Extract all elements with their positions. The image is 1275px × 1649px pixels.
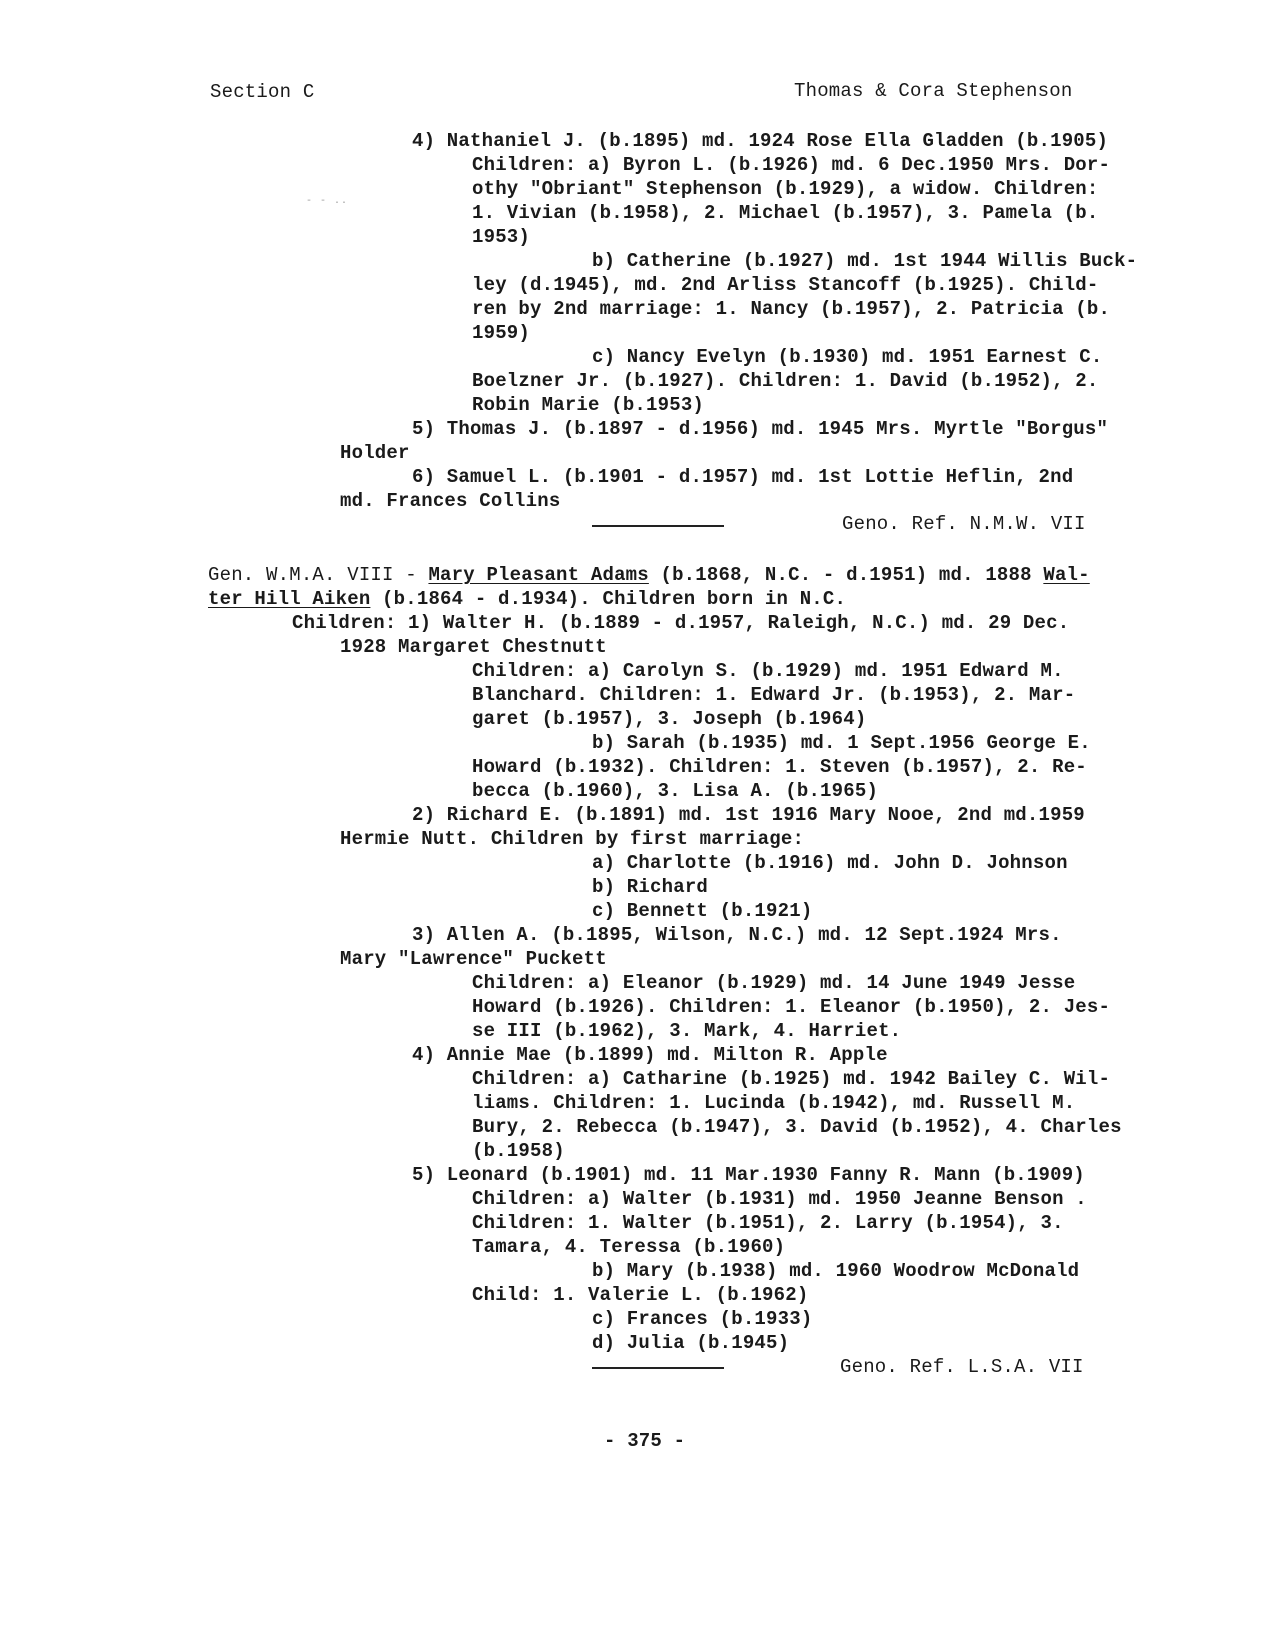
entry-line: b) Richard bbox=[592, 876, 709, 898]
entry-line: Children: a) Byron L. (b.1926) md. 6 Dec.1950 Mrs. Dor- bbox=[472, 154, 1111, 176]
entry-line: Holder bbox=[340, 442, 410, 464]
entry-line: Children: a) Catharine (b.1925) md. 1942 Bailey C. Wil- bbox=[472, 1068, 1111, 1090]
entry-line: becca (b.1960), 3. Lisa A. (b.1965) bbox=[472, 780, 879, 802]
generation-label: Gen. W.M.A. VIII - bbox=[208, 564, 429, 586]
entry-line: Bury, 2. Rebecca (b.1947), 3. David (b.1952), 4. Charles bbox=[472, 1116, 1122, 1138]
spouse-name-part2: ter Hill Aiken bbox=[208, 588, 371, 610]
entry-line: 1953) bbox=[472, 226, 531, 248]
entry-line: 5) Leonard (b.1901) md. 11 Mar.1930 Fanny R. Mann (b.1909) bbox=[412, 1164, 1085, 1186]
entry-line: 1959) bbox=[472, 322, 531, 344]
ancestor-name: Mary Pleasant Adams bbox=[428, 564, 649, 586]
entry-line: othy "Obriant" Stephenson (b.1929), a widow. Children: bbox=[472, 178, 1099, 200]
entry-line: c) Frances (b.1933) bbox=[592, 1308, 813, 1330]
entry-line: ley (d.1945), md. 2nd Arliss Stancoff (b.1925). Child- bbox=[472, 274, 1099, 296]
entry-line: Howard (b.1926). Children: 1. Eleanor (b.1950), 2. Jes- bbox=[472, 996, 1111, 1018]
entry-line: Children: a) Walter (b.1931) md. 1950 Jeanne Benson . bbox=[472, 1188, 1087, 1210]
entry-line: Mary "Lawrence" Puckett bbox=[340, 948, 607, 970]
entry-line: b) Sarah (b.1935) md. 1 Sept.1956 George E. bbox=[592, 732, 1091, 754]
entry-line: 4) Nathaniel J. (b.1895) md. 1924 Rose Ella Gladden (b.1905) bbox=[412, 130, 1109, 152]
spouse-name-part1: Wal- bbox=[1043, 564, 1090, 586]
section-label: Section C bbox=[210, 81, 315, 103]
entry-line: 2) Richard E. (b.1891) md. 1st 1916 Mary Nooe, 2nd md.1959 bbox=[412, 804, 1085, 826]
entry-line: liams. Children: 1. Lucinda (b.1942), md. Russell M. bbox=[472, 1092, 1076, 1114]
entry-line: Children: a) Carolyn S. (b.1929) md. 1951 Edward M. bbox=[472, 660, 1064, 682]
entry-line: 5) Thomas J. (b.1897 - d.1956) md. 1945 Mrs. Myrtle "Borgus" bbox=[412, 418, 1109, 440]
entry-line: ren by 2nd marriage: 1. Nancy (b.1957), 2. Patricia (b. bbox=[472, 298, 1111, 320]
separator-rule bbox=[592, 1367, 724, 1369]
family-header: Thomas & Cora Stephenson bbox=[794, 80, 1073, 102]
entry-line: se III (b.1962), 3. Mark, 4. Harriet. bbox=[472, 1020, 902, 1042]
entry-line: c) Bennett (b.1921) bbox=[592, 900, 813, 922]
entry-line: Child: 1. Valerie L. (b.1962) bbox=[472, 1284, 809, 1306]
entry-line: Children: a) Eleanor (b.1929) md. 14 June 1949 Jesse bbox=[472, 972, 1076, 994]
entry-line: garet (b.1957), 3. Joseph (b.1964) bbox=[472, 708, 867, 730]
entry-line: d) Julia (b.1945) bbox=[592, 1332, 790, 1354]
entry-line: (b.1958) bbox=[472, 1140, 565, 1162]
ancestor-dates: (b.1868, N.C. - d.1951) md. 1888 bbox=[648, 564, 1044, 586]
entry-line: 6) Samuel L. (b.1901 - d.1957) md. 1st Lottie Heflin, 2nd bbox=[412, 466, 1074, 488]
entry-line: a) Charlotte (b.1916) md. John D. Johnson bbox=[592, 852, 1068, 874]
entry-line: Howard (b.1932). Children: 1. Steven (b.1957), 2. Re- bbox=[472, 756, 1087, 778]
entry-line: 3) Allen A. (b.1895, Wilson, N.C.) md. 12 Sept.1924 Mrs. bbox=[412, 924, 1062, 946]
entry-line: Children: 1. Walter (b.1951), 2. Larry (b.1954), 3. bbox=[472, 1212, 1064, 1234]
entry-line: b) Mary (b.1938) md. 1960 Woodrow McDonald bbox=[592, 1260, 1080, 1282]
entry-line: Blanchard. Children: 1. Edward Jr. (b.1953), 2. Mar- bbox=[472, 684, 1076, 706]
entry-line: c) Nancy Evelyn (b.1930) md. 1951 Earnest C. bbox=[592, 346, 1103, 368]
entry-line: Boelzner Jr. (b.1927). Children: 1. David (b.1952), 2. bbox=[472, 370, 1099, 392]
generation-heading-cont bbox=[208, 587, 846, 611]
entry-line: b) Catherine (b.1927) md. 1st 1944 Willis Buck- bbox=[592, 250, 1138, 272]
geno-reference: Geno. Ref. N.M.W. VII bbox=[842, 513, 1086, 535]
spouse-dates: (b.1864 - d.1934). Children born in N.C. bbox=[370, 588, 847, 610]
scan-speck: - - .. bbox=[306, 196, 349, 207]
generation-heading bbox=[208, 563, 1090, 587]
entry-line: 1928 Margaret Chestnutt bbox=[340, 636, 607, 658]
geno-reference: Geno. Ref. L.S.A. VII bbox=[840, 1356, 1084, 1378]
entry-line: Hermie Nutt. Children by first marriage: bbox=[340, 828, 805, 850]
separator-rule bbox=[592, 525, 724, 527]
page-number: - 375 - bbox=[604, 1430, 686, 1452]
entry-line: Children: 1) Walter H. (b.1889 - d.1957, Raleigh, N.C.) md. 29 Dec. bbox=[292, 612, 1070, 634]
entry-line: Tamara, 4. Teressa (b.1960) bbox=[472, 1236, 786, 1258]
entry-line: 4) Annie Mae (b.1899) md. Milton R. Apple bbox=[412, 1044, 888, 1066]
entry-line: 1. Vivian (b.1958), 2. Michael (b.1957), 3. Pamela (b. bbox=[472, 202, 1099, 224]
entry-line: md. Frances Collins bbox=[340, 490, 561, 512]
entry-line: Robin Marie (b.1953) bbox=[472, 394, 705, 416]
